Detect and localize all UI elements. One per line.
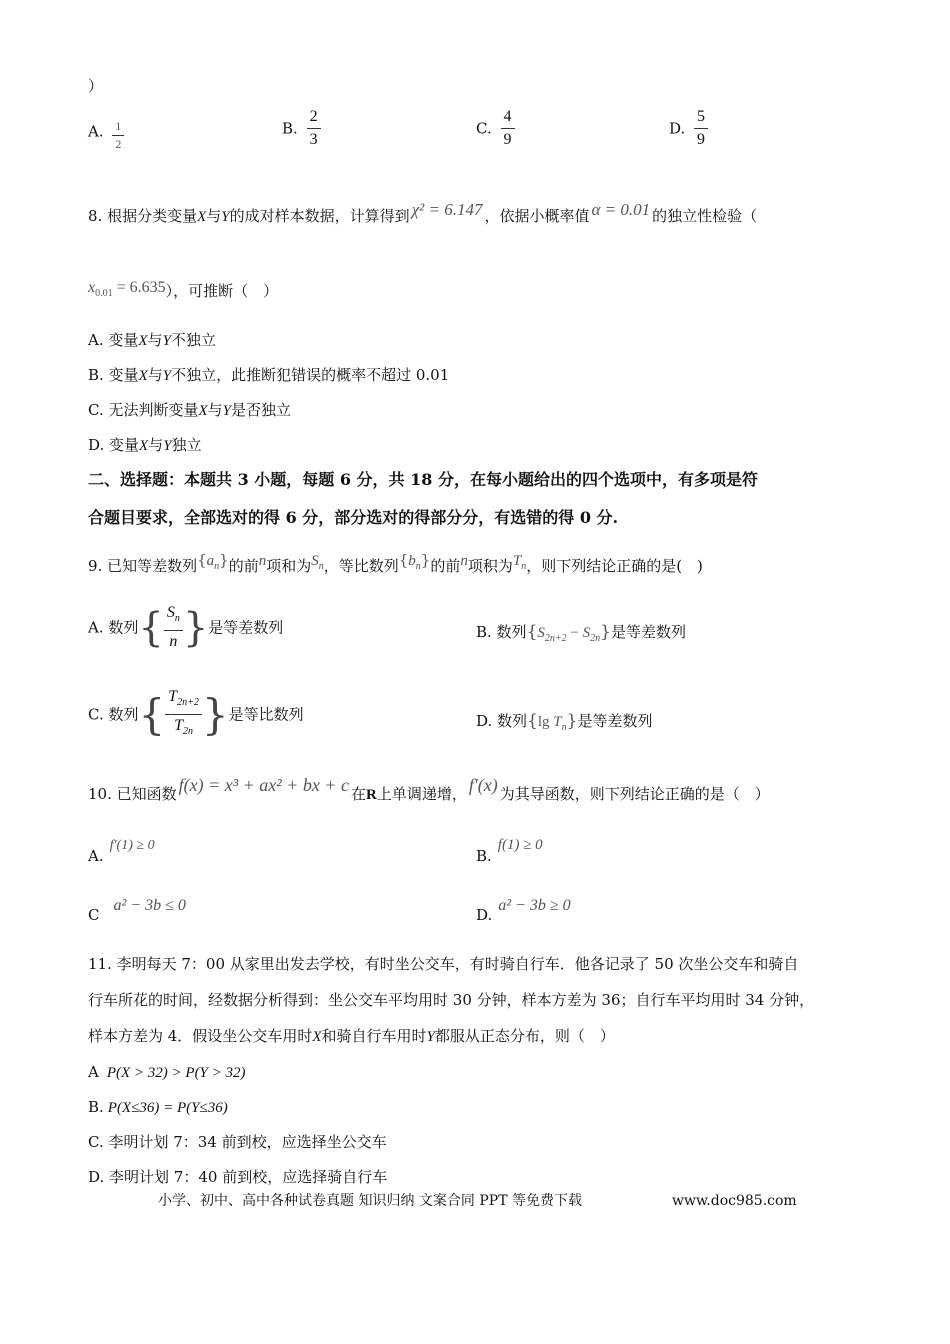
fraction: $\frac{T_{2n+2}}{T_{2n}}$ <box>165 688 202 741</box>
q8-stem: 8. 根据分类变量X与Y的成对样本数据，计算得到 χ² = 6.147 ，依据小概率值 α = 0.01 的独立性检验（ <box>88 200 758 225</box>
fraction: $\frac{1}{2}$ <box>112 120 124 151</box>
footer-text: 小学、初中、高中各种试卷真题 知识归纳 文案合同 PPT 等免费下载 <box>158 1193 582 1209</box>
q11-stem-line1: 11. 李明每天 7：00 从家里出发去学校，有时坐公交车，有时骑自行车．他各记录了 50 次坐公交车和骑自 <box>88 955 799 973</box>
section-2-heading-cont: 合题目要求，全部选对的得 6 分，部分选对的得部分分，有选错的得 0 分. <box>88 508 619 527</box>
fraction: $\frac{S_n}{n}$ <box>164 604 183 651</box>
q8-option-c: C. 无法判断变量X与Y是否独立 <box>88 401 292 419</box>
q10-stem: 10. 已知函数 f(x) = x³ + ax² + bx + c 在R上单调递增， f′(x) 为其导函数，则下列结论正确的是（ ） <box>88 775 770 803</box>
derivative-expr: f′(x) <box>468 775 498 795</box>
q10-option-d: D.a² − 3b ≥ 0 <box>476 897 571 924</box>
q10-option-c: Ca² − 3b ≤ 0 <box>88 897 186 924</box>
q9-stem: 9. 已知等差数列$\{a_n\}$的前n项和为$S_n$，等比数列$\{b_n\}$的前n项积为$T_n$，则下列结论正确的是( ) <box>88 551 703 575</box>
q7-option-b: B. $\frac{2}{3}$ <box>282 108 321 158</box>
sequence-a: $\{a_n\}$ <box>197 551 229 572</box>
q11-option-c: C. 李明计划 7：34 前到校，应选择坐公交车 <box>88 1133 387 1151</box>
q9-option-d: D. 数列{lg $T_n$}是等差数列 <box>476 711 653 733</box>
q7-close-paren: ） <box>88 77 104 95</box>
critical-value-expr: $x_{0.01} = 6.635$ <box>88 279 166 300</box>
q9-option-a: A. 数列{ $\frac{S_n}{n}$ }是等差数列 <box>88 604 284 651</box>
sequence-b: $\{b_n\}$ <box>398 551 431 572</box>
q11-stem-line3: 样本方差为 4．假设坐公交车用时X和骑自行车用时Y都服从正态分布，则（ ） <box>88 1027 615 1045</box>
q9-option-c: C. 数列{ $\frac{T_{2n+2}}{T_{2n}}$ }是等比数列 <box>88 688 304 748</box>
q11-stem-line2: 行车所花的时间，经数据分析得到：坐公交车平均用时 30 分钟，样本方差为 36；自行车平均用时 34 分钟， <box>88 991 815 1009</box>
fraction: $\frac{4}{9}$ <box>501 108 515 149</box>
function-expr: f(x) = x³ + ax² + bx + c <box>178 775 349 795</box>
q10-option-a: A.f′(1) ≥ 0 <box>88 838 155 865</box>
footer-url[interactable]: www.doc985.com <box>672 1193 797 1209</box>
chi-square-expr: χ² = 6.147 <box>411 200 483 219</box>
q8-option-a: A. 变量X与Y不独立 <box>88 331 216 349</box>
fraction: $\frac{5}{9}$ <box>694 108 708 149</box>
q8-stem-cont: $x_{0.01} = 6.635$），可推断（ ） <box>88 279 279 300</box>
q7-option-a: A. $\frac{1}{2}$ <box>88 112 124 158</box>
section-2-heading: 二、选择题：本题共 3 小题，每题 6 分，共 18 分，在每小题给出的四个选项中，有多项是符 <box>88 470 758 489</box>
q9-option-b: B. 数列$\{S_{2n+2} - S_{2n}\}$是等差数列 <box>476 622 686 644</box>
q7-option-c: C. $\frac{4}{9}$ <box>476 108 515 158</box>
q10-option-b: B.f(1) ≥ 0 <box>476 837 543 865</box>
q11-option-d: D. 李明计划 7：40 前到校，应选择骑自行车 <box>88 1168 388 1186</box>
q11-option-a: A P(X > 32) > P(Y > 32) <box>88 1063 246 1081</box>
alpha-expr: α = 0.01 <box>591 200 651 219</box>
fraction: $\frac{2}{3}$ <box>307 108 321 149</box>
q8-option-b: B. 变量X与Y不独立，此推断犯错误的概率不超过 0.01 <box>88 366 450 384</box>
q8-option-d: D. 变量X与Y独立 <box>88 436 202 454</box>
q7-option-d: D. $\frac{5}{9}$ <box>669 108 708 158</box>
q11-option-b: B. P(X≤36) = P(Y≤36) <box>88 1098 228 1116</box>
